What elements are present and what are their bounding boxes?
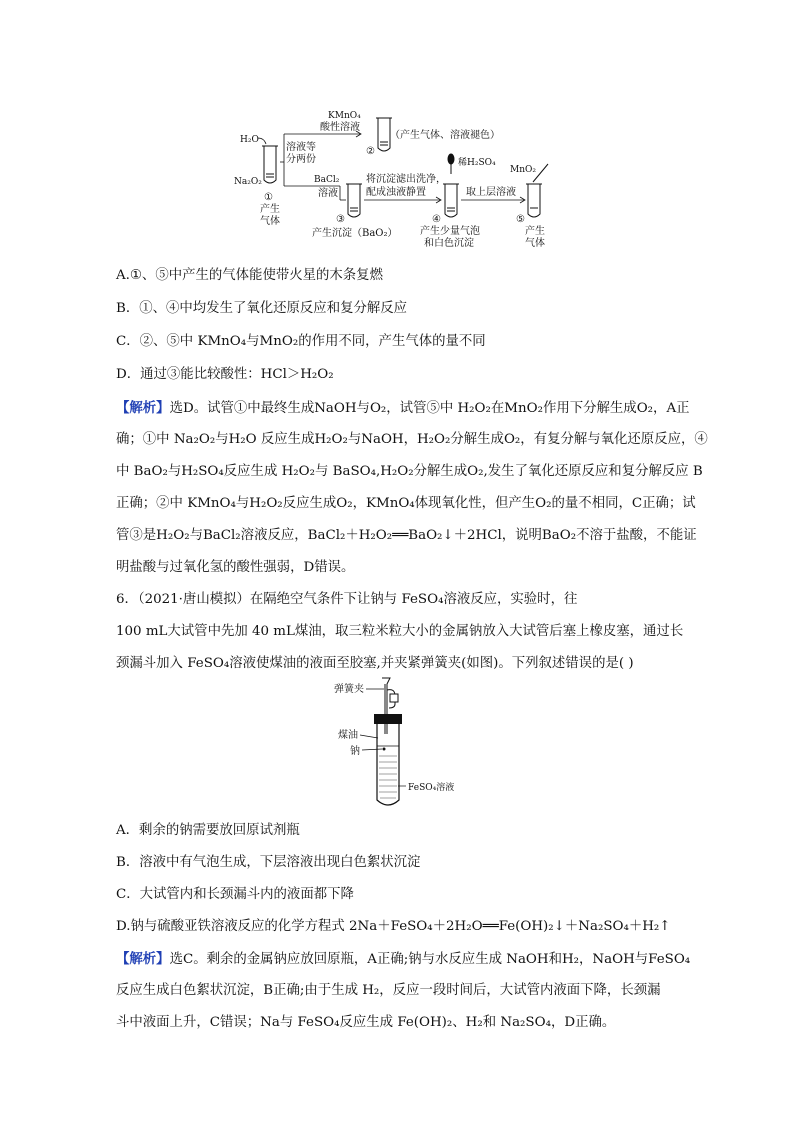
apparatus-figure [330,676,470,810]
kerosene-label: 煤油 [338,730,358,741]
result-3: 产生沉淀（BaO₂） [312,228,398,239]
q6-option-d: D.钠与硫酸亚铁溶液反应的化学方程式 2Na＋FeSO₄＋2H₂O══Fe(OH)₂↓＋Na₂SO₄＋H₂↑ [116,919,671,934]
reaction-flow-diagram [220,102,560,254]
q6-analysis-mark: 【解析】 [116,951,170,967]
q6-analysis-line-1 [116,950,690,969]
kmno4-label: KMnO₄ [328,111,361,121]
q5-option-c: C．②、⑤中 KMnO₄与MnO₂的作用不同，产生气体的量不同 [116,334,486,349]
q5-analysis-line-1 [116,399,690,418]
mno2-label: MnO₂ [510,165,536,175]
q5-option-a: A.①、⑤中产生的气体能使带火星的木条复燃 [116,268,383,283]
q5-option-b: B．①、④中均发生了氧化还原反应和复分解反应 [116,301,408,316]
q5-analysis-line-2: 确；①中 Na₂O₂与H₂O 反应生成H₂O₂与NaOH，H₂O₂分解生成O₂，有复分解与氧化还原反应，④ [116,432,708,447]
test-tube-4 [443,184,459,217]
h2so4-label: 稀H₂SO₄ [458,158,496,168]
q6-option-c: C．大试管内和长颈漏斗内的液面都下降 [116,887,354,902]
test-tube-3 [346,184,362,217]
q6-stem-line-3: 颈漏斗加入 FeSO₄溶液使煤油的液面至胶塞,并夹紧弹簧夹(如图)。下列叙述错误的是( ) [116,656,634,671]
q6-analysis-line-3: 斗中液面上升，C错误；Na与 FeSO₄反应生成 Fe(OH)₂、H₂和 Na₂SO₄，D正确。 [116,1015,616,1030]
q6-analysis-line-2: 反应生成白色絮状沉淀，B正确;由于生成 H₂，反应一段时间后，大试管内液面下降，长颈漏 [116,983,661,998]
q6-stem-line-1: 6．（2021·唐山模拟）在隔绝空气条件下让钠与 FeSO₄溶液反应，实验时，往 [116,592,578,607]
test-tube-1 [262,146,278,183]
filter-step-line1: 将沉淀滤出洗净， [366,174,446,185]
q6-option-b: B．溶液中有气泡生成，下层溶液出现白色絮状沉淀 [116,855,421,870]
split-label-line1: 溶液等 [286,142,316,153]
filter-step-line2: 配成浊液静置 [366,187,426,198]
q5-option-d: D．通过③能比较酸性：HCl＞H₂O₂ [116,367,334,382]
bacl2-label-2: 溶液 [318,188,338,199]
q5-analysis-line-4: 正确；②中 KMnO₄与H₂O₂反应生成O₂，KMnO₄体现氧化性，但产生O₂的量不相同，C正确；试 [116,496,696,511]
large-test-tube [377,724,399,805]
result-2: （产生气体、溶液褪色） [390,130,500,141]
upper-layer-step: 取上层溶液 [466,187,516,198]
q5-analysis-line-5: 管③是H₂O₂与BaCl₂溶液反应，BaCl₂＋H₂O₂══BaO₂↓＋2HCl，说明BaO₂不溶于盐酸，不能证 [116,528,697,543]
dropper [448,154,454,174]
kmno4-label-2: 酸性溶液 [320,122,360,133]
split-label-line2: 分两份 [286,154,316,165]
circle-2: ② [366,146,375,157]
result-5-line1: 产生 [525,226,545,237]
sodium-label: 钠 [350,746,360,757]
q5-analysis-line-3: 中 BaO₂与H₂SO₄反应生成 H₂O₂与 BaSO₄,H₂O₂分解生成O₂,发生了氧化还原反应和复分解反应 B [116,464,703,479]
q5-analysis-mark: 【解析】 [116,400,170,416]
result-5-line2: 气体 [525,238,545,249]
circle-3: ③ [336,214,345,225]
solution-label: FeSO₄溶液 [408,783,455,793]
na2o2-label: Na₂O₂ [234,177,262,187]
q6-stem-line-2: 100 mL大试管中先加 40 mL煤油，取三粒米粒大小的金属钠放入大试管后塞上橡皮塞，通过长 [116,624,684,639]
result-1-line1: 产生 [260,204,280,215]
q6-option-a: A．剩余的钠需要放回原试剂瓶 [116,823,300,838]
h2o-label: H₂O [240,135,259,145]
circle-1: ① [264,192,273,203]
bacl2-label: BaCl₂ [314,175,340,185]
q6-analysis-text-1: 选C。剩余的金属钠应放回原瓶，A正确;钠与水反应生成 NaOH和H₂，NaOH与FeSO₄ [169,952,691,967]
result-4-line1: 产生少量气泡 [420,226,480,237]
long-neck-funnel [382,678,398,734]
q5-analysis-text-1: 选D。试管①中最终生成NaOH与O₂，试管⑤中 H₂O₂在MnO₂作用下分解生成O₂，A正 [169,401,690,416]
circle-4: ④ [432,214,441,225]
result-1-line2: 气体 [260,216,280,227]
sodium-piece [383,748,386,751]
result-4-line2: 和白色沉淀 [424,238,474,249]
rubber-stopper [374,714,402,724]
circle-5: ⑤ [516,214,525,225]
clamp-label: 弹簧夹 [334,684,364,695]
q5-analysis-line-6: 明盐酸与过氧化氢的酸性强弱，D错误。 [116,560,355,575]
